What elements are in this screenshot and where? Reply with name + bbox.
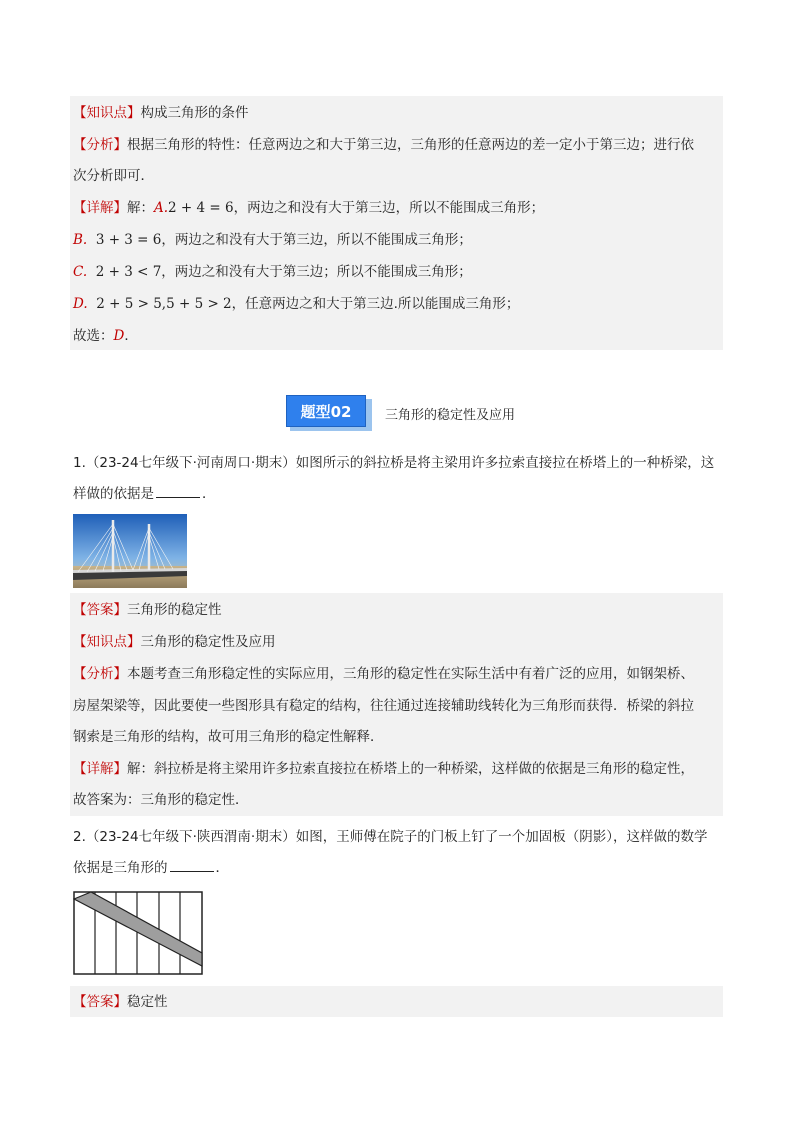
analysis-text-1: 根据三角形的特性：任意两边之和大于第三边，三角形的任意两边的差一定小于第三边；进行依 xyxy=(127,137,694,153)
choice-suffix: ． xyxy=(124,328,138,344)
option-a-text: ，两边之和没有大于第三边，所以不能围成三角形； xyxy=(233,200,545,216)
q1-stem-1: 1.（23-24七年级下·河南周口·期末）如图所示的斜拉桥是将主梁用许多拉索直接拉在桥塔上的一种桥梁，这 xyxy=(73,455,715,471)
q1-detail-text-2: 故答案为：三角形的稳定性． xyxy=(73,792,249,808)
q1-analysis-line-3 xyxy=(73,727,384,747)
option-c-letter: C. xyxy=(73,264,88,280)
choice-line xyxy=(73,326,138,346)
detail-line-d xyxy=(73,294,519,314)
badge-label: 题型02 xyxy=(286,395,366,427)
q1-analysis-text-3: 钢索是三角形的结构，故可用三角形的稳定性解释． xyxy=(73,729,384,745)
section-title: 三角形的稳定性及应用 xyxy=(385,408,516,423)
detail-tag: 【详解】 xyxy=(73,200,127,216)
q1-line-2 xyxy=(73,484,216,504)
detail-line-b xyxy=(73,230,472,250)
q1-detail-tag: 【详解】 xyxy=(73,761,127,777)
option-b-expr: 3 + 3 = 6 xyxy=(95,232,162,248)
q1-answer-tag: 【答案】 xyxy=(73,602,127,618)
q1-blank xyxy=(156,484,200,498)
door-panel-diagram xyxy=(73,891,203,975)
q1-detail-line-2 xyxy=(73,790,249,810)
choice-prefix: 故选： xyxy=(73,328,114,344)
q1-stem-2: 样做的依据是 xyxy=(73,486,154,502)
option-b-text: ，两边之和没有大于第三边，所以不能围成三角形； xyxy=(161,232,472,248)
q2-stem-end: ． xyxy=(215,860,229,876)
q1-analysis-text-1: 本题考查三角形稳定性的实际应用，三角形的稳定性在实际生活中有着广泛的应用，如钢架桥、 xyxy=(127,666,694,682)
q2-stem-1: 2.（23-24七年级下·陕西渭南·期末）如图，王师傅在院子的门板上钉了一个加固板（阴影），这样做的数学 xyxy=(73,829,708,845)
q1-analysis-line-2 xyxy=(73,696,694,716)
option-c-text: ，两边之和没有大于第三边；所以不能围成三角形； xyxy=(161,264,472,280)
q1-analysis-tag: 【分析】 xyxy=(73,666,127,682)
q1-analysis-text-2: 房屋架梁等，因此要使一些图形具有稳定的结构，往往通过连接辅助线转化为三角形而获得．桥梁的斜拉 xyxy=(73,698,694,714)
analysis-line-1 xyxy=(73,135,694,155)
q2-line-2 xyxy=(73,858,229,878)
q1-detail-text-1: 解：斜拉桥是将主梁用许多拉索直接拉在桥塔上的一种桥梁，这样做的依据是三角形的稳定性， xyxy=(127,761,694,777)
option-d-expr: 2 + 5 > 5,5 + 5 > 2 xyxy=(96,296,232,312)
q1-stem-end: ． xyxy=(202,486,216,502)
q1-knowledge-line xyxy=(73,632,276,652)
option-b-letter: B. xyxy=(73,232,88,248)
q2-line-1 xyxy=(73,827,707,847)
q1-line-1 xyxy=(73,453,714,473)
choice-answer: D xyxy=(113,328,125,344)
option-c-expr: 2 + 3 < 7 xyxy=(95,264,162,280)
knowledge-text: 构成三角形的条件 xyxy=(140,105,249,121)
bridge-photo xyxy=(73,514,187,588)
q1-answer-line xyxy=(73,600,222,620)
q2-stem-2: 依据是三角形的 xyxy=(73,860,168,876)
option-a-letter: A. xyxy=(154,200,169,216)
analysis-text-2: 次分析即可． xyxy=(73,168,154,184)
option-a-expr: 2 + 4 = 6 xyxy=(168,200,234,216)
q2-answer-line xyxy=(73,992,168,1012)
q1-answer-text: 三角形的稳定性 xyxy=(127,602,222,618)
q1-knowledge-tag: 【知识点】 xyxy=(73,634,141,650)
q1-knowledge-text: 三角形的稳定性及应用 xyxy=(140,634,276,650)
q2-blank xyxy=(170,858,214,872)
detail-intro: 解： xyxy=(127,200,154,216)
analysis-tag: 【分析】 xyxy=(73,137,127,153)
section-badge xyxy=(286,395,372,431)
q1-detail-line-1 xyxy=(73,759,694,779)
analysis-line-2 xyxy=(73,166,154,186)
knowledge-line-1 xyxy=(73,103,249,123)
q1-analysis-line-1 xyxy=(73,664,694,684)
detail-line-a xyxy=(73,198,544,218)
knowledge-tag: 【知识点】 xyxy=(73,105,141,121)
option-d-text: ，任意两边之和大于第三边.所以能围成三角形； xyxy=(231,296,520,312)
q2-answer-text: 稳定性 xyxy=(127,994,168,1010)
option-d-letter: D. xyxy=(73,296,88,312)
q2-answer-tag: 【答案】 xyxy=(73,994,127,1010)
detail-line-c xyxy=(73,262,472,282)
